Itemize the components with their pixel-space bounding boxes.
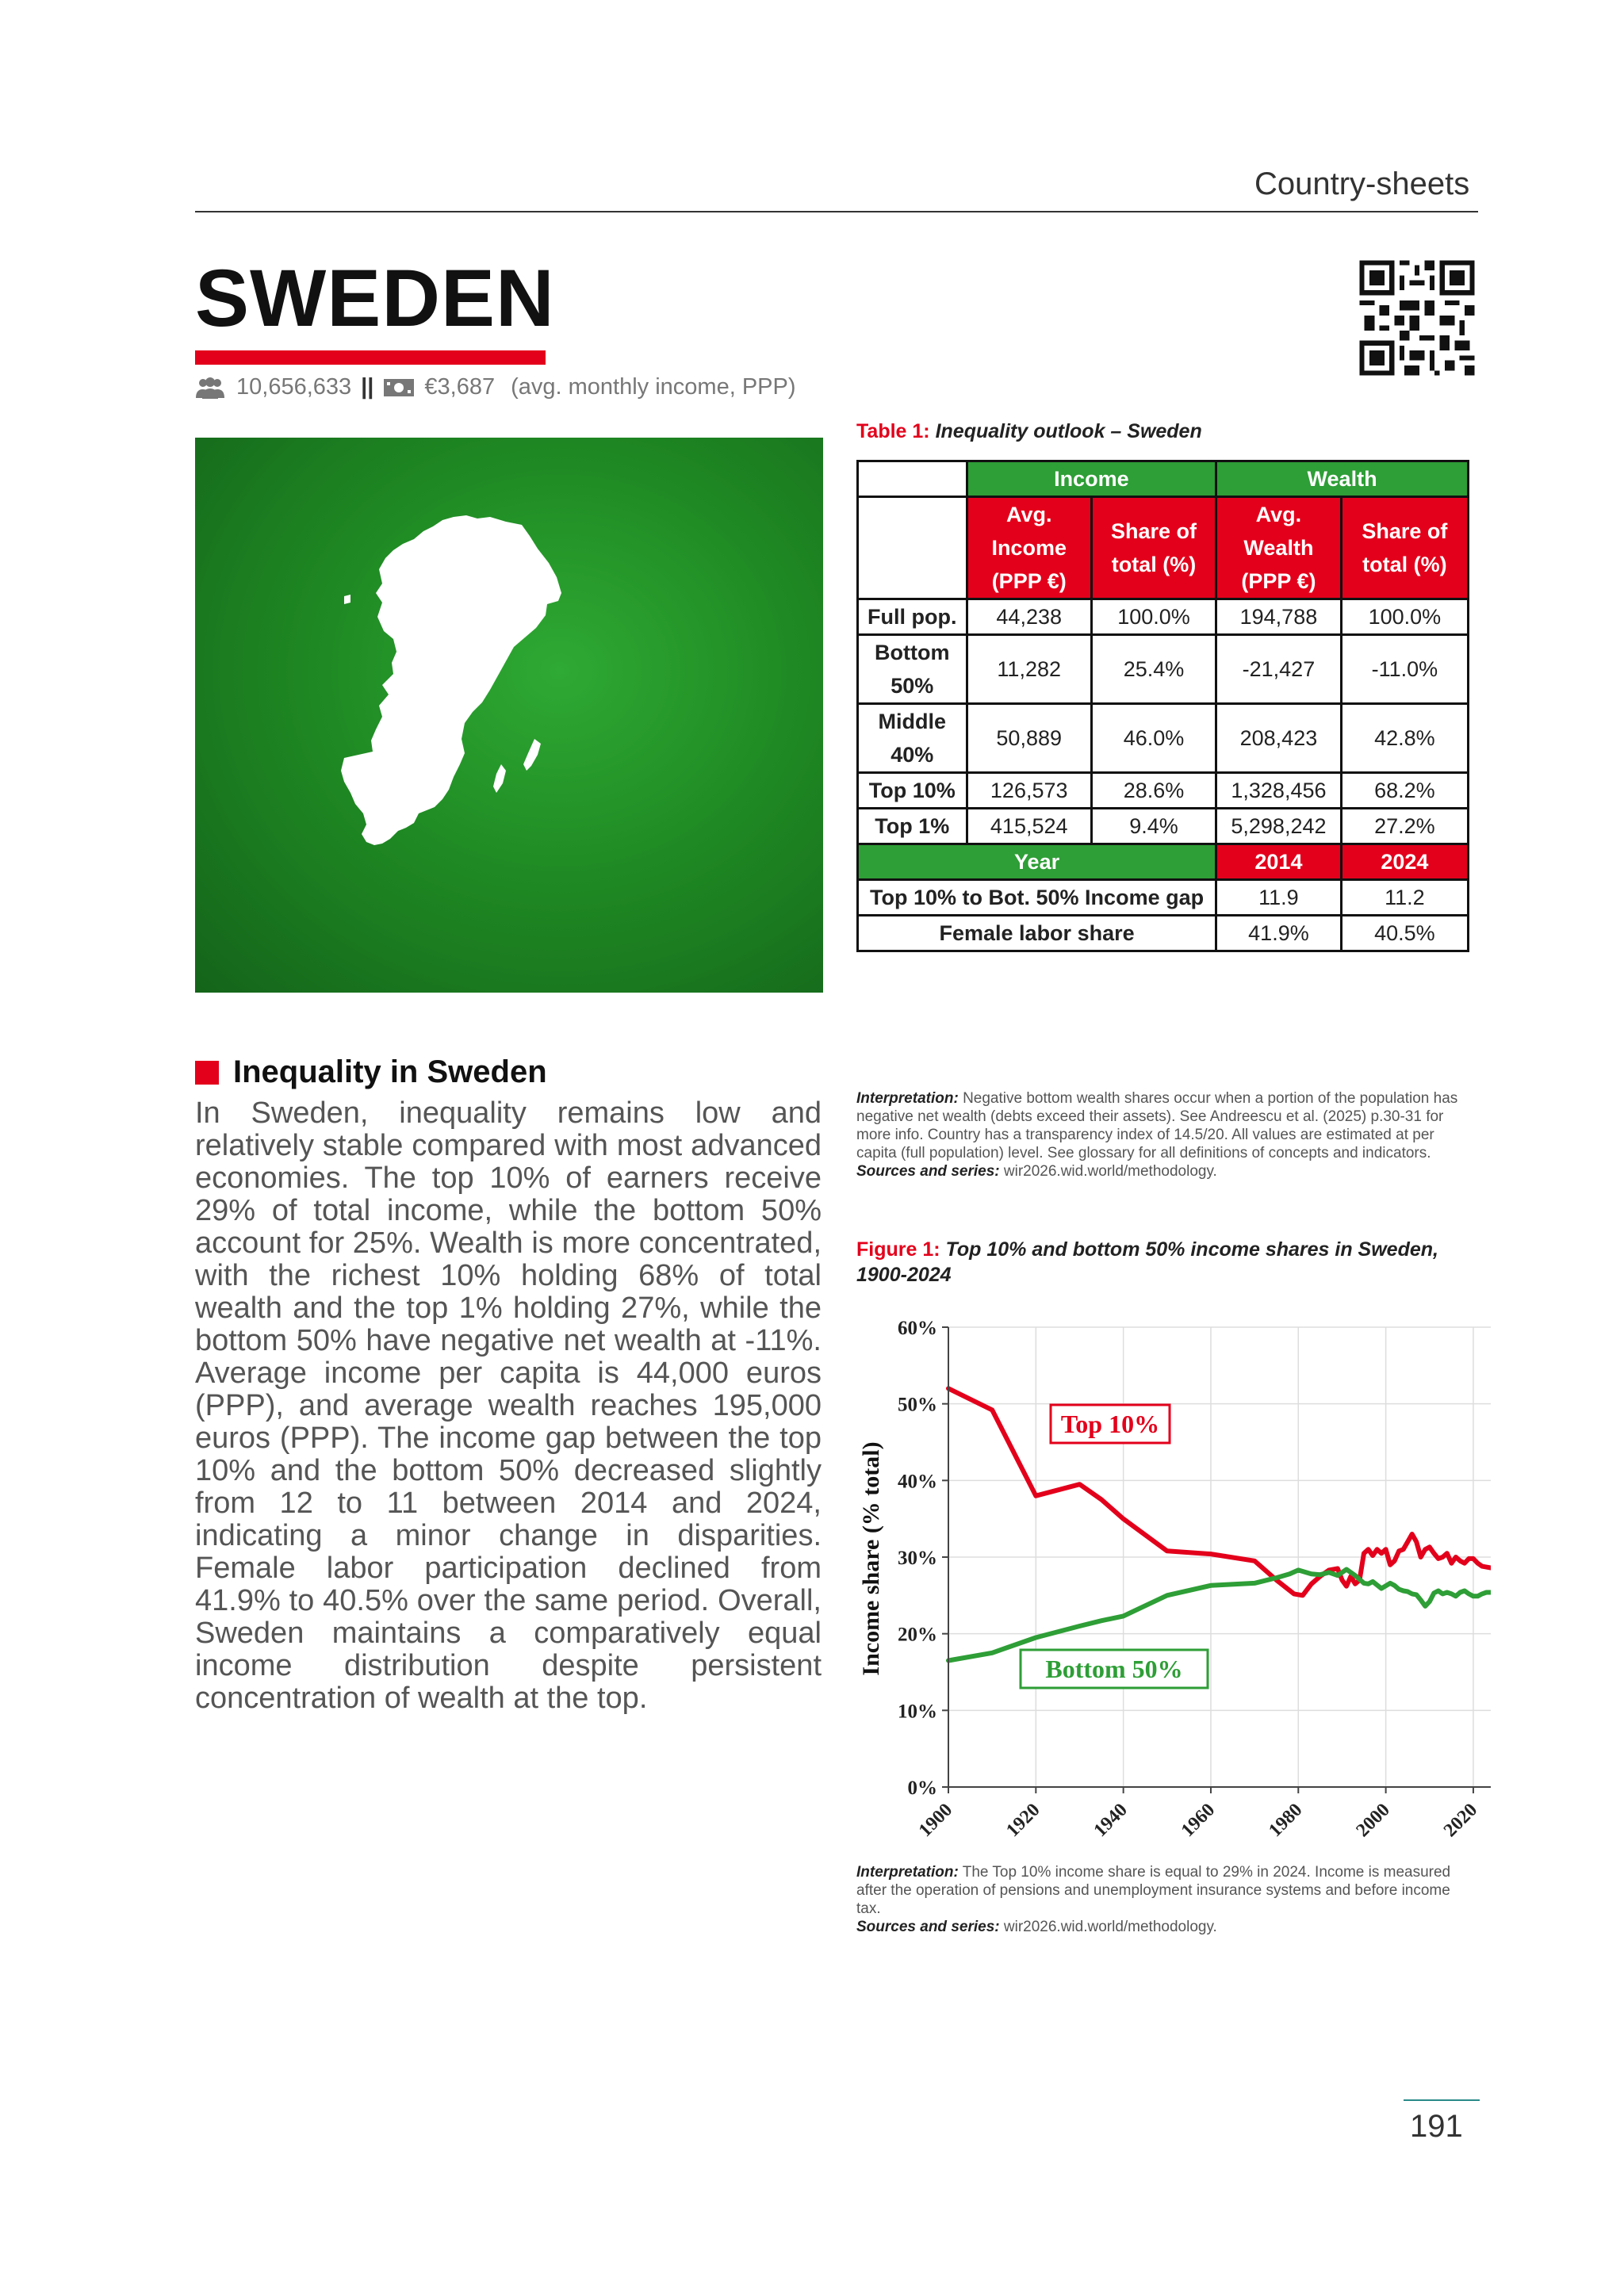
row-label: Full pop. [858, 599, 967, 635]
y-tick-label: 60% [898, 1318, 937, 1339]
sweden-map-shape [195, 438, 823, 993]
y-tick-label: 20% [898, 1624, 937, 1646]
x-tick-label: 1980 [1265, 1799, 1307, 1842]
figure-interp-text: The Top 10% income share is equal to 29% in 2024. Income is measured after the operation of pensions and unemployment insurance systems and before income tax. [856, 1864, 1451, 1917]
qr-code-icon[interactable] [1354, 255, 1480, 381]
page-number: 191 [1410, 2109, 1463, 2144]
y-tick-label: 50% [898, 1394, 937, 1416]
heading-square-icon [195, 1061, 219, 1085]
table-corner-2 [858, 497, 967, 599]
year-2014: 2014 [1216, 844, 1342, 880]
gap-2024: 11.2 [1341, 880, 1468, 916]
cell-income-share: 28.6% [1091, 773, 1216, 809]
avg-income-note: (avg. monthly income, PPP) [511, 374, 796, 400]
cell-wealth-share: 27.2% [1341, 809, 1468, 844]
cell-avg-wealth: -21,427 [1216, 635, 1342, 704]
cell-wealth-share: 42.8% [1341, 704, 1468, 773]
row-label: Middle 40% [858, 704, 967, 773]
banknote-icon [383, 377, 415, 399]
legend-bottom50 [1021, 1650, 1208, 1688]
series-line-top10 [948, 1388, 1491, 1595]
gap-label: Top 10% to Bot. 50% Income gap [858, 880, 1216, 916]
header-rule [195, 211, 1478, 212]
legend-bottom50-label: Bottom 50% [1045, 1655, 1183, 1683]
y-tick-label: 40% [898, 1471, 937, 1493]
inequality-body: In Sweden, inequality remains low and relatively stable compared with most advanced economies. The top 10% of earners receive 29% of total income, while the bottom 50% account for 25%. Wealth is more concentrated, with the richest 10% holding 68% of total wealth and the top 1% holding 27%, while the bottom 50% have negative net wealth at -11%. Average income per capita is 44,000 euros (PPP), and average wealth reaches 195,000 euros (PPP). The income gap between the top 10% and the bottom 50% decreased slightly from 12 to 11 between 2014 and 2024, indicating a minor change in disparities. Female labor participation declined from 41.9% to 40.5% over the same period. Overall, Sweden maintains a comparatively equal income distribution despite persistent concentration of wealth at the top. [195, 1096, 822, 1715]
figure-caption [856, 1237, 1475, 1288]
table-corner [858, 461, 967, 497]
table-sources-text: wir2026.wid.world/methodology. [1003, 1163, 1217, 1180]
x-tick-label: 1960 [1177, 1799, 1220, 1842]
female-label: Female labor share [858, 916, 1216, 951]
figure-sources-key: Sources and series: [856, 1919, 1000, 1935]
y-tick-labels [898, 1318, 948, 1799]
cell-avg-wealth: 1,328,456 [1216, 773, 1342, 809]
cell-avg-income: 44,238 [967, 599, 1091, 635]
table-caption [856, 420, 1202, 443]
figure-title-line2: 1900-2024 [856, 1264, 952, 1286]
y-tick-label: 0% [907, 1777, 937, 1799]
col-wealth-share: Share of total (%) [1341, 497, 1468, 599]
table-row [858, 809, 1469, 844]
cell-avg-income: 126,573 [967, 773, 1091, 809]
country-map [195, 438, 823, 993]
female-2024: 40.5% [1341, 916, 1468, 951]
cell-income-share: 46.0% [1091, 704, 1216, 773]
x-tick-labels [915, 1787, 1481, 1841]
legend-top10 [1051, 1405, 1170, 1443]
cell-avg-income: 415,524 [967, 809, 1091, 844]
group-wealth: Wealth [1216, 461, 1469, 497]
table-row [858, 773, 1469, 809]
female-2014: 41.9% [1216, 916, 1342, 951]
table-sources-key: Sources and series: [856, 1163, 1000, 1180]
cell-income-share: 9.4% [1091, 809, 1216, 844]
table-row [858, 599, 1469, 635]
y-tick-label: 10% [898, 1701, 937, 1723]
table-note [856, 1089, 1475, 1181]
users-icon [193, 376, 227, 400]
col-avg-income: Avg. Income (PPP €) [967, 497, 1091, 599]
cell-wealth-share: 100.0% [1341, 599, 1468, 635]
cell-income-share: 100.0% [1091, 599, 1216, 635]
country-meta [193, 374, 796, 400]
series-line-bottom50 [948, 1570, 1491, 1661]
row-label: Top 10% [858, 773, 967, 809]
x-tick-label: 2000 [1352, 1799, 1394, 1842]
figure-interp-key: Interpretation: [856, 1864, 959, 1881]
cell-income-share: 25.4% [1091, 635, 1216, 704]
x-tick-label: 1940 [1090, 1799, 1132, 1842]
table-row [858, 635, 1469, 704]
year-2024: 2024 [1341, 844, 1468, 880]
row-label: Top 1% [858, 809, 967, 844]
cell-avg-wealth: 5,298,242 [1216, 809, 1342, 844]
table-label: Table 1: [856, 420, 930, 442]
meta-separator: || [361, 374, 374, 400]
inequality-heading [195, 1054, 547, 1090]
table-interp-text: Negative bottom wealth shares occur when a portion of the population has negative net wealth (debts exceed their assets). See Andreescu et al. (2025) p.30-31 for more info. Country has a transparency index of 14.5/20. All values are estimated at per capita (full population) level. See glossary for all definitions of concepts and indicators. [856, 1090, 1458, 1161]
x-tick-label: 2020 [1439, 1799, 1482, 1842]
x-tick-label: 1900 [914, 1799, 957, 1842]
table-title: Inequality outlook – Sweden [935, 420, 1202, 442]
population-value: 10,656,633 [236, 374, 352, 400]
cell-avg-income: 11,282 [967, 635, 1091, 704]
footer-rule [1404, 2099, 1480, 2101]
country-title: SWEDEN [195, 253, 555, 343]
col-income-share: Share of total (%) [1091, 497, 1216, 599]
y-tick-label: 30% [898, 1548, 937, 1569]
title-underline [195, 350, 546, 365]
row-label: Bottom 50% [858, 635, 967, 704]
inequality-heading-text: Inequality in Sweden [233, 1054, 547, 1089]
figure-note [856, 1863, 1475, 1936]
cell-avg-income: 50,889 [967, 704, 1091, 773]
x-tick-label: 1920 [1002, 1799, 1044, 1842]
group-income: Income [967, 461, 1216, 497]
col-avg-wealth: Avg. Wealth (PPP €) [1216, 497, 1342, 599]
cell-avg-wealth: 194,788 [1216, 599, 1342, 635]
figure-sources-text: wir2026.wid.world/methodology. [1003, 1919, 1217, 1935]
cell-wealth-share: -11.0% [1341, 635, 1468, 704]
legend-top10-label: Top 10% [1060, 1410, 1160, 1438]
cell-avg-wealth: 208,423 [1216, 704, 1342, 773]
year-label: Year [858, 844, 1216, 880]
section-header: Country-sheets [1254, 166, 1470, 201]
gap-2014: 11.9 [1216, 880, 1342, 916]
y-axis-label: Income share (% total) [858, 1441, 884, 1676]
figure-label: Figure 1: [856, 1238, 940, 1261]
inequality-table [856, 460, 1469, 952]
cell-wealth-share: 68.2% [1341, 773, 1468, 809]
avg-income-value: €3,687 [424, 374, 496, 400]
table-interp-key: Interpretation: [856, 1090, 959, 1107]
chart-series [948, 1388, 1491, 1660]
income-share-chart [856, 1300, 1491, 1855]
table-row [858, 704, 1469, 773]
figure-title-line1: Top 10% and bottom 50% income shares in Sweden, [945, 1238, 1438, 1261]
